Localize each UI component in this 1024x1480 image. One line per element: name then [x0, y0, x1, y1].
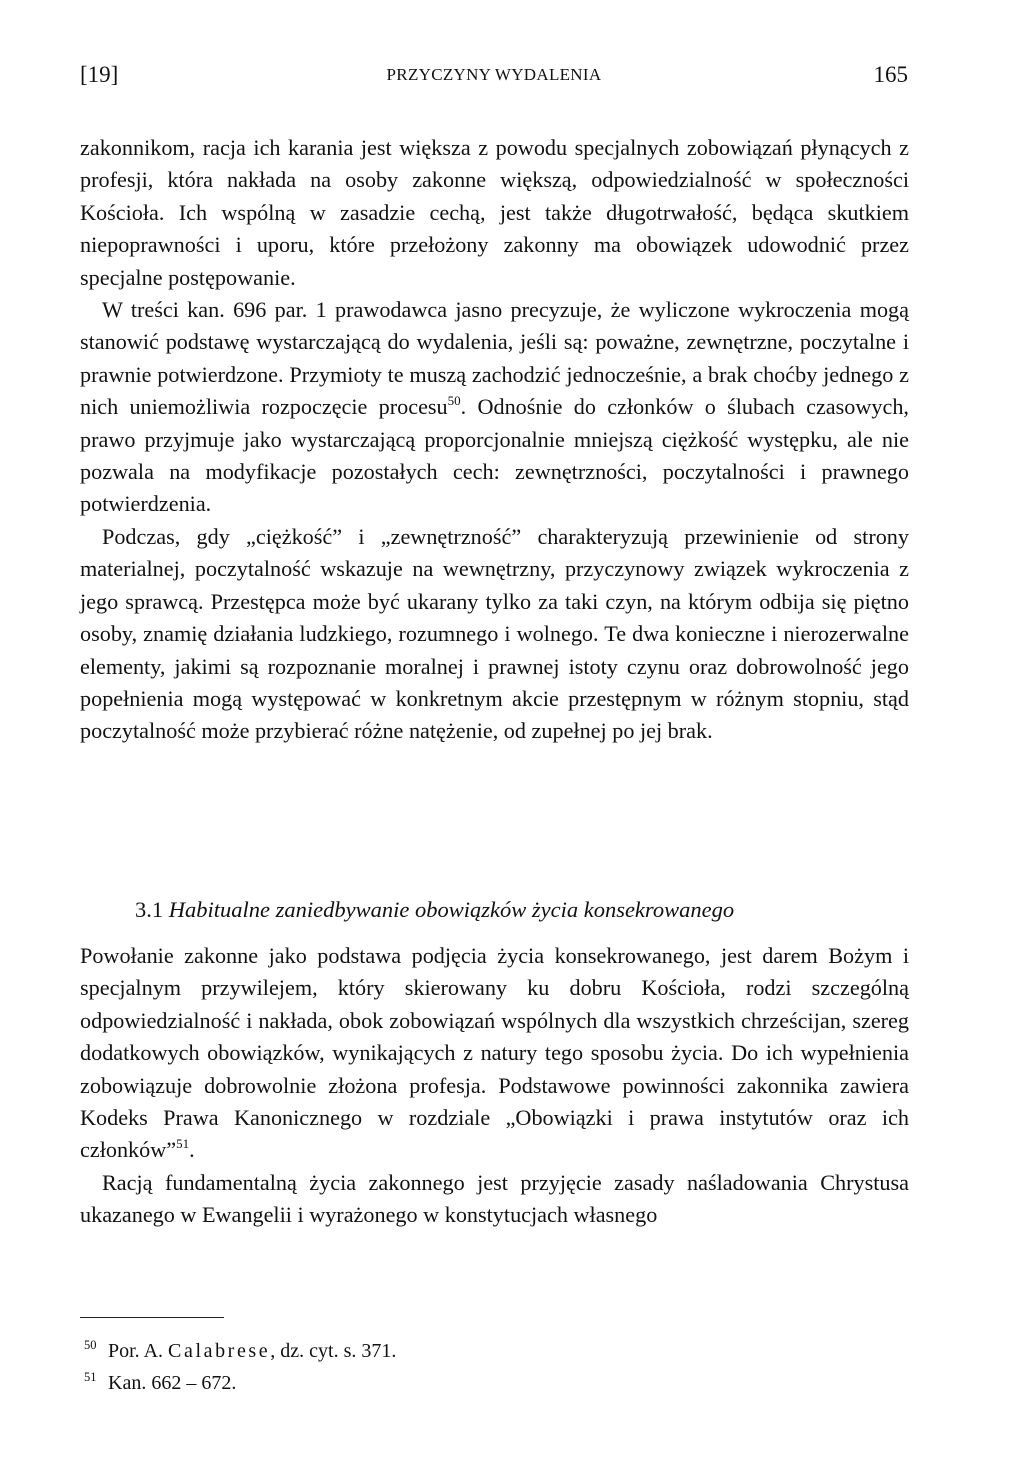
footnote-ref-50[interactable]: 50	[447, 393, 461, 409]
running-title: PRZYCZYNY WYDALENIA	[386, 65, 602, 84]
footnote-divider	[80, 1317, 224, 1318]
footnote-51	[80, 1364, 909, 1396]
section-heading	[135, 897, 734, 923]
section-heading-title: Habitualne zaniedbywanie obowiązków życia konsekrowanego	[168, 897, 735, 922]
footnote-50-number: 50	[84, 1338, 97, 1352]
footnote-50-text-b: , dz. cyt. s. 371.	[270, 1340, 397, 1362]
running-head	[80, 62, 908, 102]
body-text-lower	[80, 940, 909, 1232]
paragraph-4-text-b: .	[189, 1137, 195, 1163]
paragraph-1: zakonnikom, racja ich karania jest większa z powodu specjalnych zobowiązań płynących z profesji, która nakłada na osoby zakonne większą, odpowiedzialność w społeczności Kościoła. Ich wspólną w zasadzie cechą, jest także długotrwałość, będąca skutkiem niepoprawności i uporu, które przełożony zakonny ma obowiązek udowodnić przez specjalne postępowanie.	[80, 135, 909, 290]
footnote-ref-51[interactable]: 51	[176, 1136, 190, 1152]
paragraph-2-text-a: W treści kan. 696 par. 1 prawodawca jasno precyzuje, że wyliczone wykroczenia mogą stanowić podstawę wystarczającą do wydalenia, jeśli są: poważne, zewnętrzne, poczytalne i prawnie potwierdzone. Przymioty te muszą zachodzić jednocześnie, a brak choćby jednego z nich uniemożliwia rozpoczęcie procesu	[80, 297, 909, 420]
paragraph-2-text-b: . Odnośnie do członków o ślubach czasowych, prawo przyjmuje jako wystarczającą proporcjonalnie mniejszą ciężkość występku, ale nie pozwala na modyfikacje pozostałych cech: zewnętrzności, poczytalności i prawnego potwierdzenia.	[80, 394, 909, 517]
paragraph-4	[80, 940, 909, 1167]
section-reference: [19]	[80, 62, 119, 87]
paragraph-5: Racją fundamentalną życia zakonnego jest przyjęcie zasady naśladowania Chrystusa ukazanego w Ewangelii i wyrażonego w konstytucjach własnego	[80, 1169, 909, 1228]
paragraph-3: Podczas, gdy „ciężkość” i „zewnętrzność” charakteryzują przewinienie od strony materialnej, poczytalność wskazuje na wewnętrzny, przyczynowy związek wykroczenia z jego sprawcą. Przestępca może być ukarany tylko za taki czyn, na którym odbija się piętno osoby, znamię działania ludzkiego, rozumnego i wolnego. Te dwa konieczne i nierozerwalne elementy, jakimi są rozpoznanie moralnej i prawnej istoty czynu oraz dobrowolność jego popełnienia mogą występować w konkretnym akcie przestępnym w różnym stopniu, stąd poczytalność może przybierać różne natężenie, od zupełnej po jej brak.	[80, 523, 909, 744]
page-number: 165	[873, 62, 908, 87]
section-heading-number: 3.1	[135, 897, 164, 922]
footnote-51-text: Kan. 662 – 672.	[108, 1372, 237, 1394]
footnote-50	[80, 1332, 909, 1364]
footnote-51-number: 51	[84, 1370, 97, 1384]
footnote-50-text-a: Por. A.	[108, 1340, 169, 1362]
footnotes	[80, 1332, 909, 1396]
paragraph-4-text-a: Powołanie zakonne jako podstawa podjęcia życia konsekrowanego, jest darem Bożym i specjalnym przywilejem, który skierowany ku dobru Kościoła, rodzi szczególną odpowiedzialność i nakłada, obok zobowiązań wspólnych dla wszystkich chrześcijan, szereg dodatkowych obowiązków, wynikających z natury tego sposobu życia. Do ich wypełnienia zobowiązuje dobrowolnie złożona profesja. Podstawowe powinności zakonnika zawiera Kodeks Prawa Kanonicznego w rozdziale „Obowiązki i prawa instytutów oraz ich członków”	[80, 943, 909, 1163]
body-text-upper	[80, 132, 909, 748]
footnote-50-author: Calabrese	[168, 1340, 271, 1362]
paragraph-2	[80, 294, 909, 521]
